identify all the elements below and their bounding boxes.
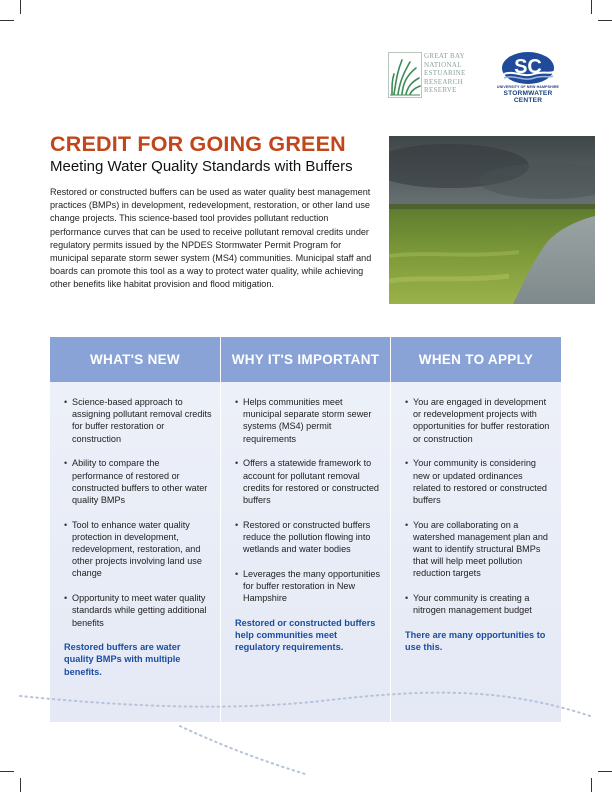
marsh-grass-icon [388, 52, 422, 98]
list-item: • Restored or constructed buffers reduce the pollution flowing into wetlands and water bodies [235, 519, 382, 556]
bullet-list [221, 382, 390, 604]
reserve-name: GREAT BAY NATIONAL ESTUARINE RESEARCH RESERVE [424, 52, 466, 95]
column-when-to-apply [390, 337, 561, 722]
bullet-list [391, 382, 561, 617]
crop-mark [591, 0, 592, 14]
column-why-important [220, 337, 390, 722]
info-columns [50, 337, 561, 722]
list-item: • Your community is creating a nitrogen management budget [405, 592, 553, 616]
stormwater-center-logo [490, 50, 566, 104]
sc-monogram-icon [490, 50, 566, 86]
column-callout: There are many opportunities to use this. [405, 630, 546, 653]
sc-monogram-text: SC [514, 56, 542, 78]
list-item: • You are collaborating on a watershed management plan and want to identify structural BMPs that will help meet pollution reduction targets [405, 519, 553, 580]
list-item: • Offers a statewide framework to account for pollutant removal credits for restored or constructed buffers [235, 457, 382, 506]
bullet-list [50, 382, 220, 629]
crop-mark [0, 771, 14, 772]
column-callout: Restored or constructed buffers help communities meet regulatory requirements. [235, 617, 376, 653]
crop-mark [20, 778, 21, 792]
column-heading: WHAT'S NEW [50, 337, 220, 382]
list-item: • Ability to compare the performance of restored or constructed buffers to other water quality BMPs [64, 457, 212, 506]
crop-mark [598, 771, 612, 772]
stormwater-university: UNIVERSITY OF NEW HAMPSHIRE [496, 85, 560, 89]
logo-area [388, 50, 578, 104]
column-heading: WHY IT'S IMPORTANT [221, 337, 390, 382]
list-item: • Helps communities meet municipal separate storm sewer systems (MS4) permit requirements [235, 396, 382, 445]
column-whats-new [50, 337, 220, 722]
crop-mark [20, 0, 21, 14]
list-item: • Tool to enhance water quality protection in development, redevelopment, restoration, and other projects involving land use change [64, 519, 212, 580]
page-subtitle: Meeting Water Quality Standards with Buffers [50, 158, 353, 175]
list-item: • You are engaged in development or redevelopment projects with opportunities for buffer restoration or construction [405, 396, 553, 445]
stormwater-center-name: STORMWATER CENTER [503, 90, 553, 104]
crop-mark [598, 20, 612, 21]
column-heading: WHEN TO APPLY [391, 337, 561, 382]
list-item: • Opportunity to meet water quality standards while getting additional benefits [64, 592, 212, 629]
crop-mark [591, 778, 592, 792]
column-callout: Restored buffers are water quality BMPs with multiple benefits. [64, 642, 181, 677]
crop-mark [0, 20, 14, 21]
intro-paragraph: Restored or constructed buffers can be used as water quality best management practices (BMPs) in development, redevelopment, restoration, or other land use change projects. This science-based tool provides pollutant reduction performance curves that can be used to receive pollutant removal credits under regulatory permits issued by the NPDES Stormwater Permit Program for municipal separate storm sewer system (MS4) communities. Municipal staff and boards can promote this tool as a way to protect water quality, while achieving other benefits like habitat provision and flood mitigation. [50, 187, 372, 290]
list-item: • Leverages the many opportunities for buffer restoration in New Hampshire [235, 568, 382, 605]
great-bay-reserve-logo [388, 50, 478, 102]
list-item: • Science-based approach to assigning pollutant removal credits for buffer restoration or construction [64, 396, 212, 445]
page-title: CREDIT FOR GOING GREEN [50, 132, 346, 156]
salt-marsh-photo [389, 136, 595, 304]
list-item: • Your community is considering new or updated ordinances related to restored or constructed buffers [405, 457, 553, 506]
